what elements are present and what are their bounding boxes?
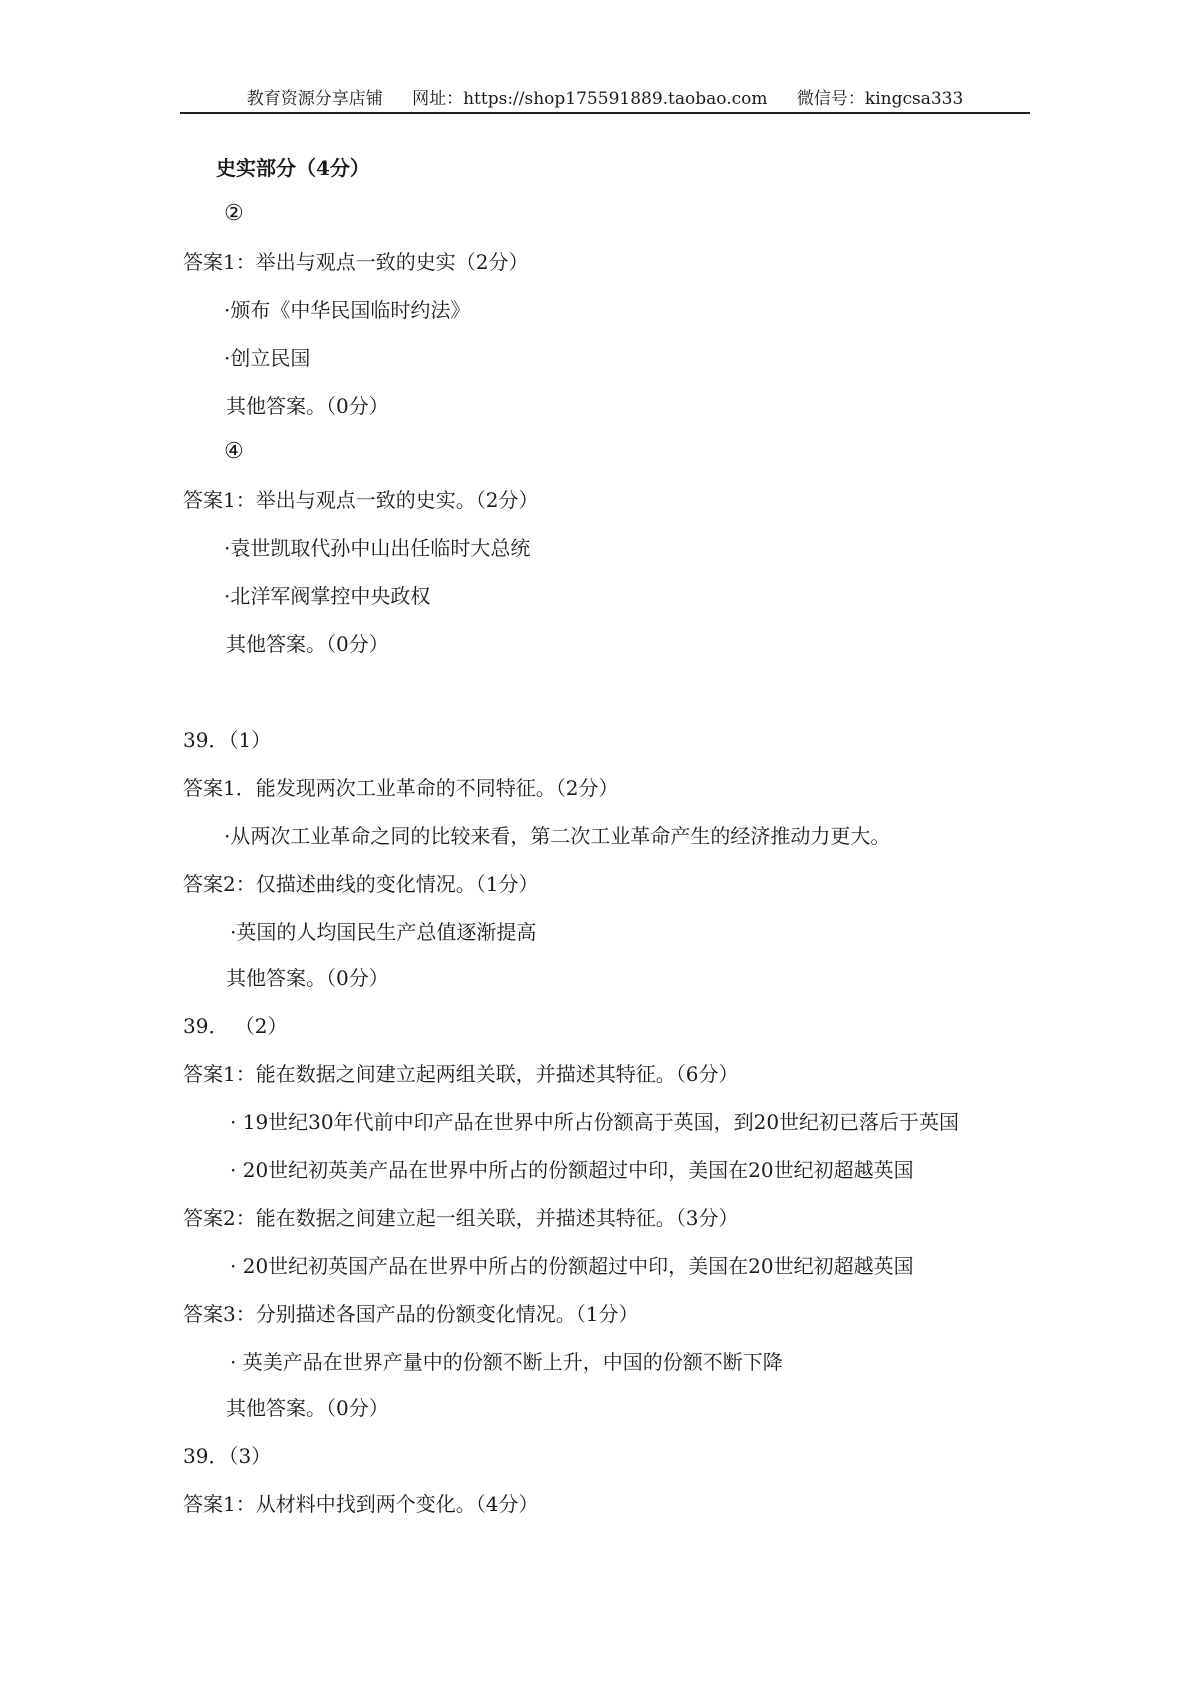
bullet-line: ·北洋军阀掌控中央政权 xyxy=(224,584,431,608)
header-shop: 教育资源分享店铺 xyxy=(246,89,383,109)
bullet-line: ·袁世凯取代孙中山出任临时大总统 xyxy=(224,536,531,560)
answer-line: 答案1：能在数据之间建立起两组关联，并描述其特征。（6分） xyxy=(183,1062,739,1086)
bullet-line: ·颁布《中华民国临时约法》 xyxy=(224,298,471,322)
bullet-line: · 20世纪初英美产品在世界中所占的份额超过中印，美国在20世纪初超越英国 xyxy=(230,1158,914,1182)
other-answer-line: 其他答案。（0分） xyxy=(226,966,389,990)
answer-line: 答案1：举出与观点一致的史实（2分） xyxy=(183,250,529,274)
item-marker-2: ② xyxy=(224,201,244,226)
answer-line: 答案2：能在数据之间建立起一组关联，并描述其特征。（3分） xyxy=(183,1206,739,1230)
answer-line: 答案2：仅描述曲线的变化情况。（1分） xyxy=(183,872,539,896)
other-answer-line: 其他答案。（0分） xyxy=(226,1396,389,1420)
bullet-line: · 19世纪30年代前中印产品在世界中所占份额高于英国，到20世纪初已落后于英国 xyxy=(230,1110,960,1134)
section-heading: 史实部分（4分） xyxy=(216,156,370,180)
question-heading: 39．（3） xyxy=(183,1444,272,1468)
question-heading: 39．（1） xyxy=(183,728,272,752)
question-heading: 39． （2） xyxy=(183,1014,288,1038)
other-answer-line: 其他答案。（0分） xyxy=(226,632,389,656)
answer-line: 答案1．能发现两次工业革命的不同特征。（2分） xyxy=(183,776,619,800)
item-marker-4: ④ xyxy=(224,439,244,464)
bullet-line: ·从两次工业革命之同的比较来看，第二次工业革命产生的经济推动力更大。 xyxy=(224,824,891,848)
bullet-line: ·英国的人均国民生产总值逐渐提高 xyxy=(230,920,537,944)
bullet-line: ·创立民国 xyxy=(224,346,311,370)
bullet-line: · 20世纪初英国产品在世界中所占的份额超过中印，美国在20世纪初超越英国 xyxy=(230,1254,914,1278)
bullet-line: · 英美产品在世界产量中的份额不断上升，中国的份额不断下降 xyxy=(230,1350,783,1374)
other-answer-line: 其他答案。（0分） xyxy=(226,394,389,418)
header-url: 网址：https://shop175591889.taobao.com xyxy=(412,89,768,109)
answer-line: 答案1：从材料中找到两个变化。（4分） xyxy=(183,1492,539,1516)
answer-line: 答案3：分别描述各国产品的份额变化情况。（1分） xyxy=(183,1302,639,1326)
page-header xyxy=(180,84,1030,114)
answer-line: 答案1：举出与观点一致的史实。（2分） xyxy=(183,488,539,512)
header-wechat: 微信号：kingcsa333 xyxy=(796,89,964,109)
